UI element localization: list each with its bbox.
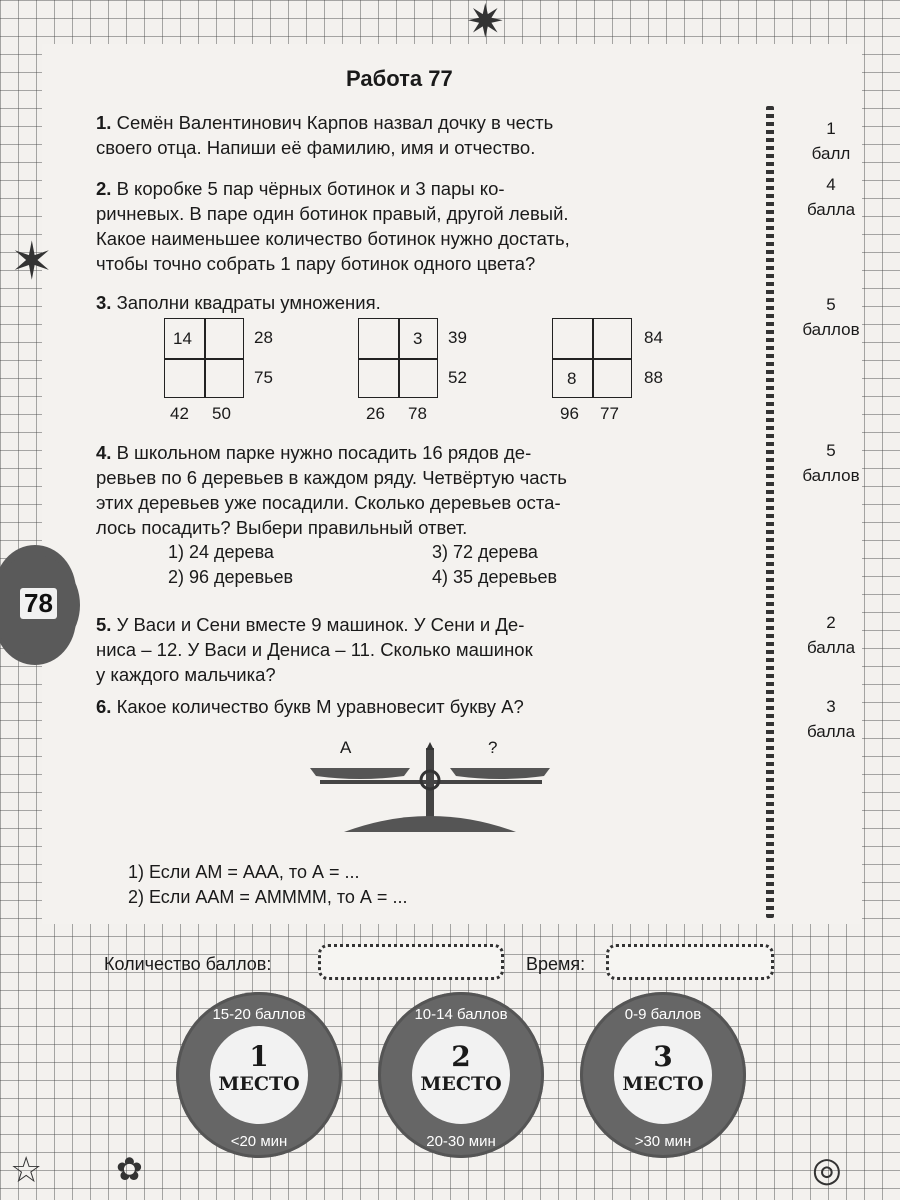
score-label: Количество баллов: xyxy=(104,954,272,974)
multiplication-square-2 xyxy=(358,318,438,398)
points-unit: баллов xyxy=(802,320,860,339)
points-value: 2 xyxy=(826,613,836,632)
task-4-points xyxy=(788,438,874,488)
task-text-line: Какое количество букв М уравновесит букву А? xyxy=(116,696,524,717)
row-product: 88 xyxy=(644,368,663,387)
column-product: 50 xyxy=(212,404,231,423)
task-number: 1. xyxy=(96,112,112,133)
task-text-line: этих деревьев уже посадили. Сколько деревьев оста- xyxy=(96,492,561,513)
task-text-line: В коробке 5 пар чёрных ботинок и 3 пары ко- xyxy=(116,178,505,199)
square-cell: 8 xyxy=(567,369,577,388)
task-3 xyxy=(96,290,756,315)
medal-place-number: 2 xyxy=(451,1040,471,1073)
task-6-item: 2) Если ААМ = АММММ, то А = ... xyxy=(128,887,408,907)
row-product: 28 xyxy=(254,328,273,347)
task-text-line: ревьев по 6 деревьев в каждом ряду. Четвёртую часть xyxy=(96,467,567,488)
row-product: 84 xyxy=(644,328,663,347)
medal-time: 20-30 мин xyxy=(426,1133,496,1150)
column-product: 96 xyxy=(560,404,579,423)
medal-score-range: 0-9 баллов xyxy=(624,1006,702,1023)
medal-second-place xyxy=(378,992,544,1158)
column-product: 42 xyxy=(170,404,189,423)
points-unit: балл xyxy=(811,144,851,163)
medal-place-word: МЕСТО xyxy=(420,1073,502,1095)
square-cell: 3 xyxy=(413,329,423,348)
answer-option: 2) 96 деревьев xyxy=(168,567,294,587)
multiplication-square-1 xyxy=(164,318,244,398)
points-unit: балла xyxy=(806,638,856,657)
column-product: 78 xyxy=(408,404,427,423)
points-unit: балла xyxy=(806,722,856,741)
task-number: 6. xyxy=(96,696,112,717)
square-cell: 14 xyxy=(173,329,192,348)
column-product: 26 xyxy=(366,404,385,423)
task-text-line: У Васи и Сени вместе 9 машинок. У Сени и Де- xyxy=(116,614,525,635)
row-product: 39 xyxy=(448,328,467,347)
balance-scale-icon xyxy=(300,740,560,840)
task-text-line: В школьном парке нужно посадить 16 рядов де- xyxy=(116,442,532,463)
time-input[interactable] xyxy=(606,944,774,980)
row-product: 52 xyxy=(448,368,467,387)
task-text-line: чтобы точно собрать 1 пару ботинок одного цвета? xyxy=(96,253,536,274)
time-label: Время: xyxy=(526,954,586,974)
medal-time: <20 мин xyxy=(230,1133,288,1150)
medal-place-word: МЕСТО xyxy=(622,1073,704,1095)
points-unit: балла xyxy=(806,200,856,219)
medal-third-place xyxy=(580,992,746,1158)
task-text-line: ричневых. В паре один ботинок правый, другой левый. xyxy=(96,203,569,224)
scale-left-label: А xyxy=(340,738,352,757)
column-product: 77 xyxy=(600,404,619,423)
task-3-points xyxy=(788,292,874,342)
task-text-line: Семён Валентинович Карпов назвал дочку в честь xyxy=(116,112,554,133)
answer-option: 4) 35 деревьев xyxy=(432,567,558,587)
points-value: 3 xyxy=(826,697,836,716)
task-1-points xyxy=(788,116,874,166)
task-4 xyxy=(96,440,756,540)
doodle-flower-icon: ✿ xyxy=(116,1150,143,1188)
task-text-line: своего отца. Напиши её фамилию, имя и отчество. xyxy=(96,137,536,158)
points-value: 4 xyxy=(826,175,836,194)
score-input[interactable] xyxy=(318,944,504,980)
points-value: 5 xyxy=(826,295,836,314)
task-text-line: лось посадить? Выбери правильный ответ. xyxy=(96,517,468,538)
task-text-line: ниса – 12. У Васи и Дениса – 11. Сколько машинок xyxy=(96,639,533,660)
page-number: 78 xyxy=(20,588,57,619)
task-number: 5. xyxy=(96,614,112,635)
answer-option: 3) 72 дерева xyxy=(432,542,538,562)
medal-first-place xyxy=(176,992,342,1158)
points-value: 5 xyxy=(826,441,836,460)
medal-time: >30 мин xyxy=(634,1133,692,1150)
page-title: Работа 77 xyxy=(346,66,453,91)
multiplication-square-3 xyxy=(552,318,632,398)
points-value: 1 xyxy=(826,119,836,138)
answer-option: 1) 24 дерева xyxy=(168,542,274,562)
task-6-points xyxy=(788,694,874,744)
task-text-line: Заполни квадраты умножения. xyxy=(116,292,381,313)
task-1 xyxy=(96,110,756,160)
task-6 xyxy=(96,694,756,719)
task-2 xyxy=(96,176,756,276)
doodle-circle-icon: ◎ xyxy=(812,1150,842,1190)
points-unit: баллов xyxy=(802,466,860,485)
doodle-star-icon: ✷ xyxy=(466,0,505,48)
doodle-star-icon: ✶ xyxy=(10,232,54,292)
task-text-line: у каждого мальчика? xyxy=(96,664,276,685)
medal-score-range: 15-20 баллов xyxy=(212,1006,306,1023)
task-2-points xyxy=(788,172,874,222)
doodle-star-icon: ☆ xyxy=(10,1150,43,1191)
task-number: 4. xyxy=(96,442,112,463)
scale-right-label: ? xyxy=(488,738,498,757)
task-5 xyxy=(96,612,756,687)
medal-place-number: 3 xyxy=(653,1040,673,1073)
row-product: 75 xyxy=(254,368,273,387)
medal-place-word: МЕСТО xyxy=(218,1073,300,1095)
task-number: 2. xyxy=(96,178,112,199)
task-text-line: Какое наименьшее количество ботинок нужно достать, xyxy=(96,228,570,249)
task-5-points xyxy=(788,610,874,660)
points-column-divider xyxy=(766,106,774,918)
task-6-item: 1) Если АМ = ААА, то А = ... xyxy=(128,862,360,882)
medal-score-range: 10-14 баллов xyxy=(414,1006,508,1023)
task-number: 3. xyxy=(96,292,112,313)
medal-place-number: 1 xyxy=(249,1040,269,1073)
